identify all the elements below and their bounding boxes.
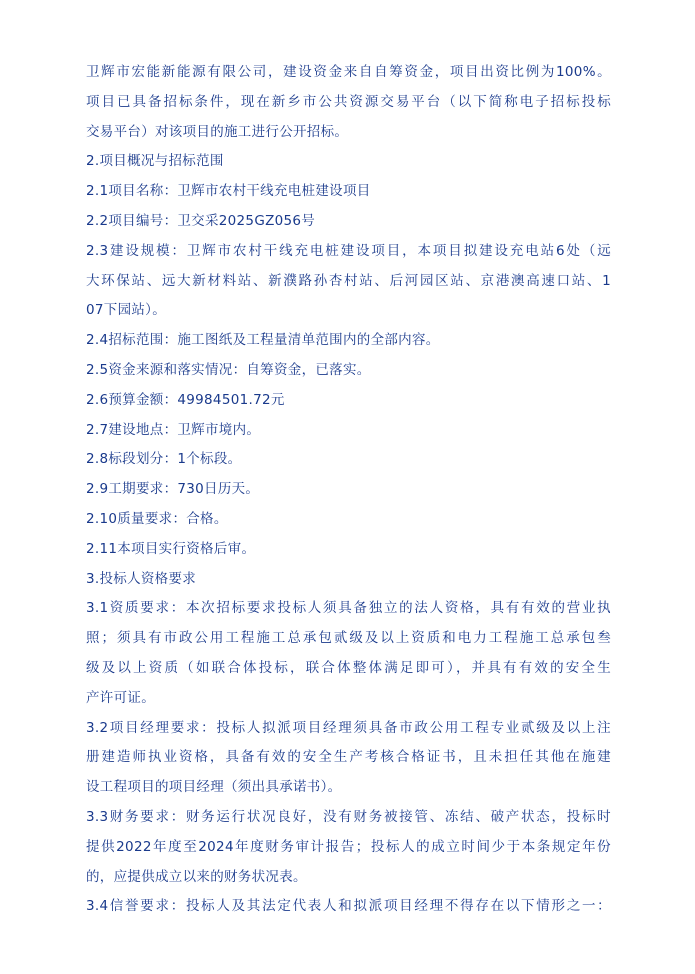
text-line: 册建造师执业资格，具备有效的安全生产考核合格证书，且未担任其他在施建: [86, 749, 611, 766]
text-line: 照；须具有市政公用工程施工总承包贰级及以上资质和电力工程施工总承包叁: [86, 630, 611, 647]
text-line: 2.11本项目实行资格后审。: [86, 540, 256, 557]
text-line: 2.4招标范围：施工图纸及工程量清单范围内的全部内容。: [86, 332, 440, 349]
text-line: 卫辉市宏能新能源有限公司，建设资金来自自筹资金，项目出资比例为100%。: [86, 64, 611, 80]
text-line: 级及以上资质（如联合体投标，联合体整体满足即可），并具有有效的安全生: [86, 659, 611, 676]
text-line: 提供2022年度至2024年度财务审计报告；投标人的成立时间少于本条规定年份: [86, 838, 611, 855]
text-line: 大环保站、远大新材料站、新濮路孙杏村站、后河园区站、京港澳高速口站、1: [86, 272, 611, 289]
text-line: 3.1资质要求：本次招标要求投标人须具备独立的法人资格，具有有效的营业执: [86, 600, 611, 617]
text-line: 2.1项目名称：卫辉市农村干线充电桩建设项目: [86, 183, 371, 200]
text-line: 3.3财务要求：财务运行状况良好，没有财务被接管、冻结、破产状态，投标时: [86, 808, 611, 825]
section-heading: 2.项目概况与招标范围: [86, 153, 224, 170]
text-line: 2.10质量要求：合格。: [86, 510, 228, 527]
text-line: 2.9工期要求：730日历天。: [86, 481, 260, 498]
text-line: 产许可证。: [86, 689, 155, 706]
text-line: 的，应提供成立以来的财务状况表。: [86, 868, 307, 885]
text-line: 交易平台）对该项目的施工进行公开招标。: [86, 123, 349, 140]
text-line: 2.2项目编号：卫交采2025GZ056号: [86, 212, 316, 229]
text-line: 2.8标段划分：1个标段。: [86, 451, 242, 468]
text-line: 2.7建设地点：卫辉市境内。: [86, 421, 261, 438]
text-line: 3.2项目经理要求：投标人拟派项目经理须具备市政公用工程专业贰级及以上注: [86, 719, 611, 736]
text-line: 项目已具备招标条件，现在新乡市公共资源交易平台（以下简称电子招标投标: [86, 93, 611, 110]
section-heading: 3.投标人资格要求: [86, 570, 197, 587]
text-line: 07下园站）。: [86, 302, 167, 319]
text-line: 设工程项目的项目经理（须出具承诺书）。: [86, 779, 342, 796]
text-line: 2.3建设规模：卫辉市农村干线充电桩建设项目，本项目拟建设充电站6处（远: [86, 242, 611, 259]
text-line: 3.4信誉要求：投标人及其法定代表人和拟派项目经理不得存在以下情形之一：: [86, 898, 611, 915]
text-line: 2.5资金来源和落实情况：自筹资金，已落实。: [86, 361, 371, 378]
document-body: [86, 58, 611, 922]
text-line: 2.6预算金额：49984501.72元: [86, 391, 285, 408]
